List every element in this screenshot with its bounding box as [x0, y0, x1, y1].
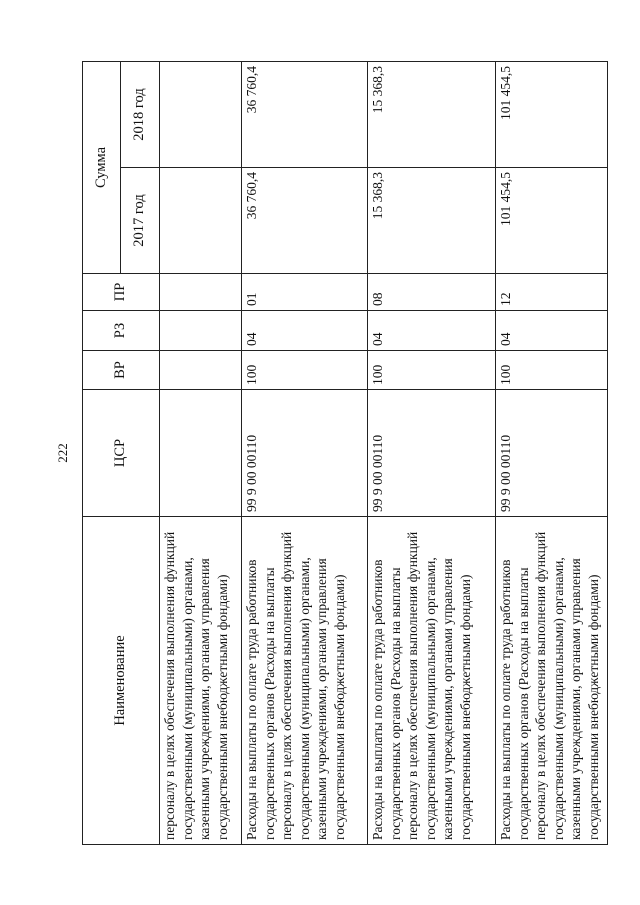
- table-row: [368, 62, 496, 845]
- header-row: [83, 62, 121, 845]
- row-sum-2017: [160, 168, 242, 274]
- row-sum-2017: 101 454,5: [496, 168, 608, 274]
- rotated-table-container: [82, 62, 607, 845]
- header-year-2018: 2018 год: [121, 62, 160, 168]
- row-sum-2017: 36 760,4: [242, 168, 368, 274]
- row-sum-2017: 15 368,3: [368, 168, 496, 274]
- row-pr: [160, 274, 242, 311]
- row-name: Расходы на выплаты по оплате труда работников государственных органов (Расходы на выплаты персоналу в целях обеспечения выполнения функций государственными (муниципальными) органами, казенными учреждениями, органами управления государственными внебюджетными фондами): [242, 517, 368, 845]
- row-rz: 04: [368, 311, 496, 351]
- row-vr: 100: [368, 351, 496, 390]
- row-rz: [160, 311, 242, 351]
- header-vr: ВР: [83, 351, 160, 390]
- header-csr: ЦСР: [83, 390, 160, 517]
- row-pr: 08: [368, 274, 496, 311]
- row-sum-2018: 101 454,5: [496, 62, 608, 168]
- header-sum: Сумма: [83, 62, 121, 274]
- header-year-2017: 2017 год: [121, 168, 160, 274]
- header-name: Наименование: [83, 517, 160, 845]
- row-rz: 04: [496, 311, 608, 351]
- row-name: Расходы на выплаты по оплате труда работников государственных органов (Расходы на выплаты персоналу в целях обеспечения выполнения функций государственными (муниципальными) органами, казенными учреждениями, органами управления государственными внебюджетными фондами): [368, 517, 496, 845]
- row-csr: 99 9 00 00110: [242, 390, 368, 517]
- row-vr: 100: [496, 351, 608, 390]
- row-csr: 99 9 00 00110: [496, 390, 608, 517]
- row-vr: [160, 351, 242, 390]
- row-csr: 99 9 00 00110: [368, 390, 496, 517]
- row-pr: 12: [496, 274, 608, 311]
- row-name: Расходы на выплаты по оплате труда работников государственных органов (Расходы на выплаты персоналу в целях обеспечения выполнения функций государственными (муниципальными) органами, казенными учреждениями, органами управления государственными внебюджетными фондами): [496, 517, 608, 845]
- page-number: 222: [55, 443, 70, 463]
- row-vr: 100: [242, 351, 368, 390]
- table-row: [160, 62, 242, 845]
- row-pr: 01: [242, 274, 368, 311]
- row-name: персоналу в целях обеспечения выполнения функций государственными (муниципальными) органами, казенными учреждениями, органами управления государственными внебюджетными фондами): [160, 517, 242, 845]
- row-sum-2018: [160, 62, 242, 168]
- row-rz: 04: [242, 311, 368, 351]
- row-sum-2018: 15 368,3: [368, 62, 496, 168]
- row-csr: [160, 390, 242, 517]
- budget-table: [82, 61, 608, 845]
- row-sum-2018: 36 760,4: [242, 62, 368, 168]
- header-pr: ПР: [83, 274, 160, 311]
- header-rz: РЗ: [83, 311, 160, 351]
- table-row: [242, 62, 368, 845]
- table-row: [496, 62, 608, 845]
